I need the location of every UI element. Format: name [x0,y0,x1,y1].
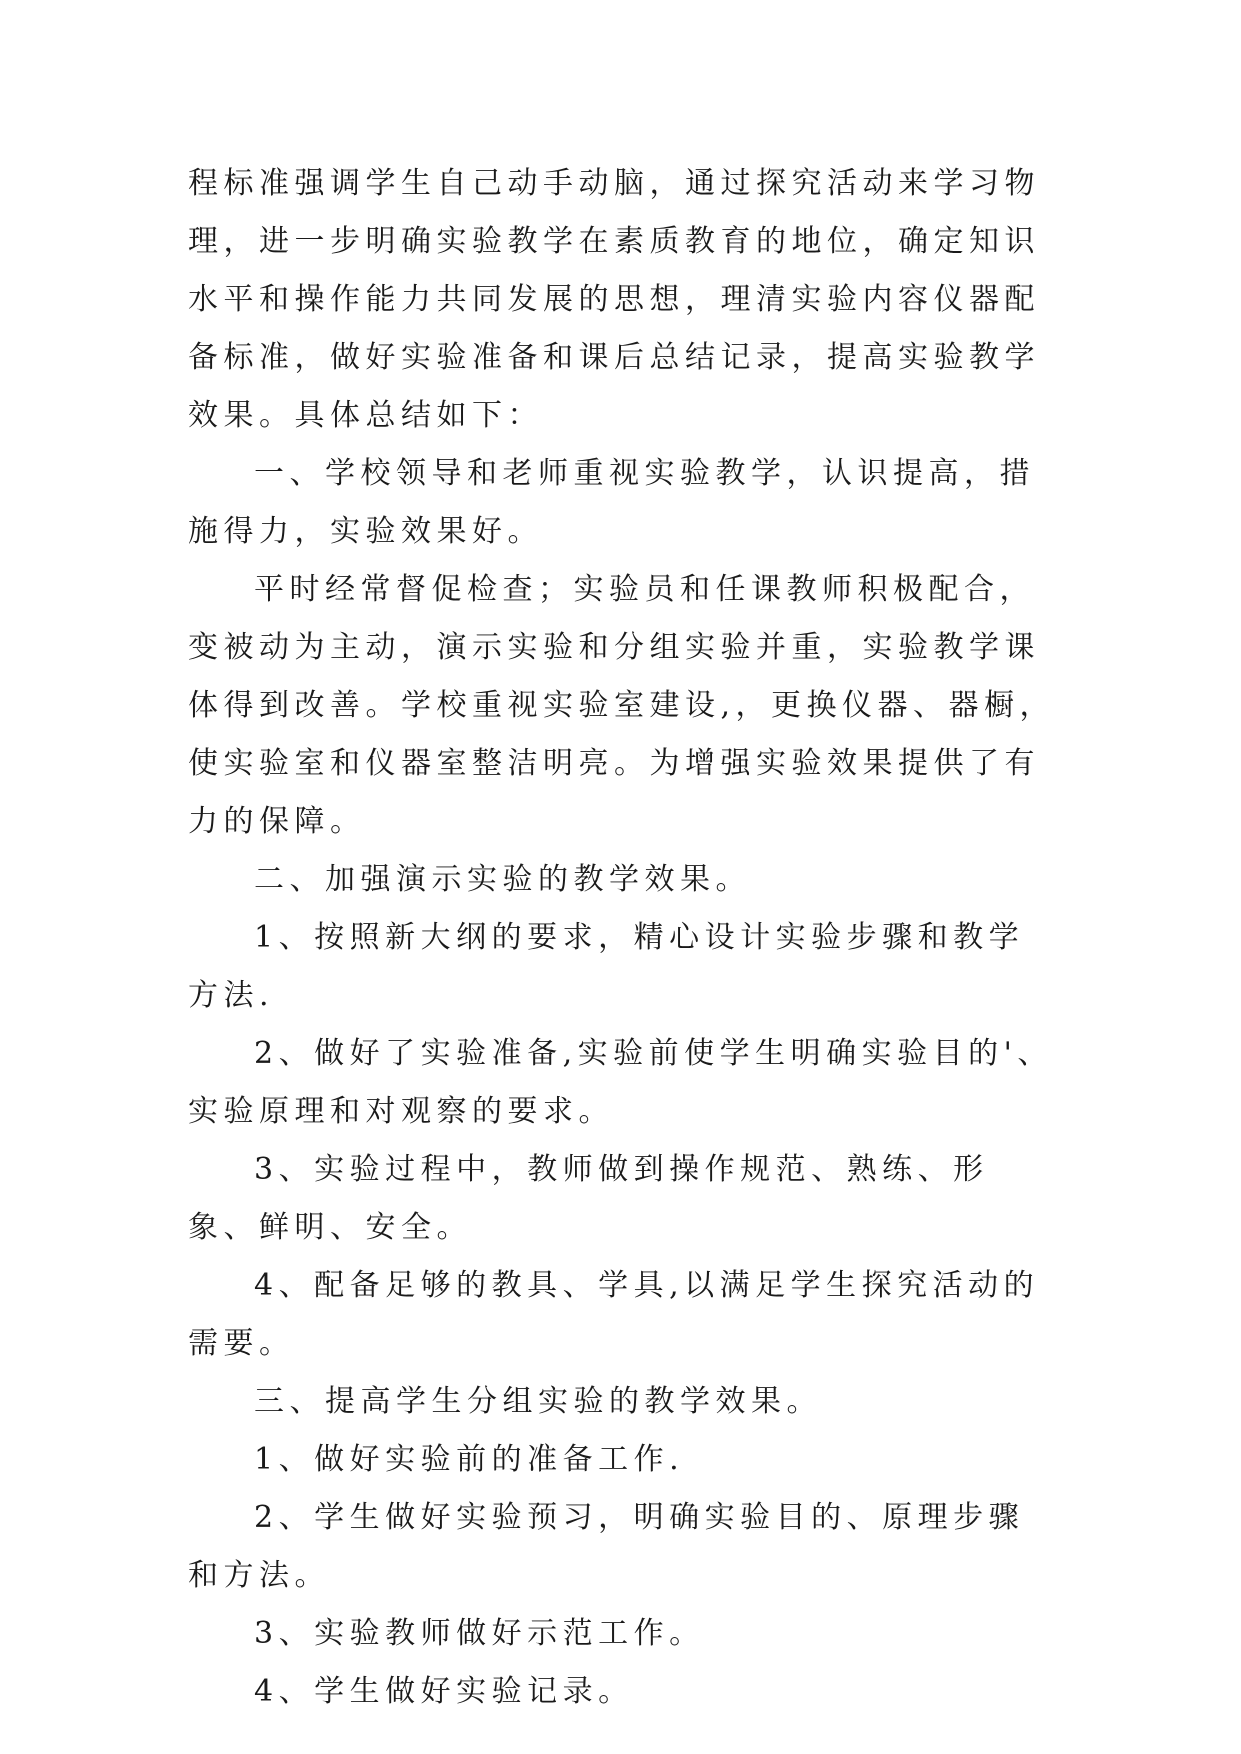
list-item: 2、学生做好实验预习，明确实验目的、原理步骤和方法。 [188,1500,1025,1593]
paragraph-intro: 程标准强调学生自己动手动脑，通过探究活动来学习物理，进一步明确实验教学在素质教育的地位，确定知识水平和操作能力共同发展的思想，理清实验内容仪器配备标准，做好实验准备和课后总结记录，提高实验教学效果。具体总结如下： [188,166,1040,433]
list-item: 3、实验教师做好示范工作。 [254,1616,705,1651]
list-item: 4、学生做好实验记录。 [254,1674,634,1709]
list-item: 1、按照新大纲的要求，精心设计实验步骤和教学方法. [188,920,1025,1013]
document-body [188,155,1058,1721]
list-item: 4、配备足够的教具、学具,以满足学生探究活动的需要。 [188,1268,1040,1361]
paragraph-section-1: 平时经常督促检查；实验员和任课教师积极配合，变被动为主动，演示实验和分组实验并重，实验教学课体得到改善。学校重视实验室建设,，更换仪器、器橱，使实验室和仪器室整洁明亮。为增强实验效果提供了有力的保障。 [188,572,1056,839]
list-item: 2、做好了实验准备,实验前使学生明确实验目的'、实验原理和对观察的要求。 [188,1036,1053,1129]
section-heading-3: 三、提高学生分组实验的教学效果。 [254,1384,822,1419]
list-item: 3、实验过程中，教师做到操作规范、熟练、形象、鲜明、安全。 [188,1152,989,1245]
section-heading-2: 二、加强演示实验的教学效果。 [254,862,751,897]
section-heading-1: 一、学校领导和老师重视实验教学，认识提高，措施得力，实验效果好。 [188,456,1035,549]
list-item: 1、做好实验前的准备工作. [254,1442,685,1477]
